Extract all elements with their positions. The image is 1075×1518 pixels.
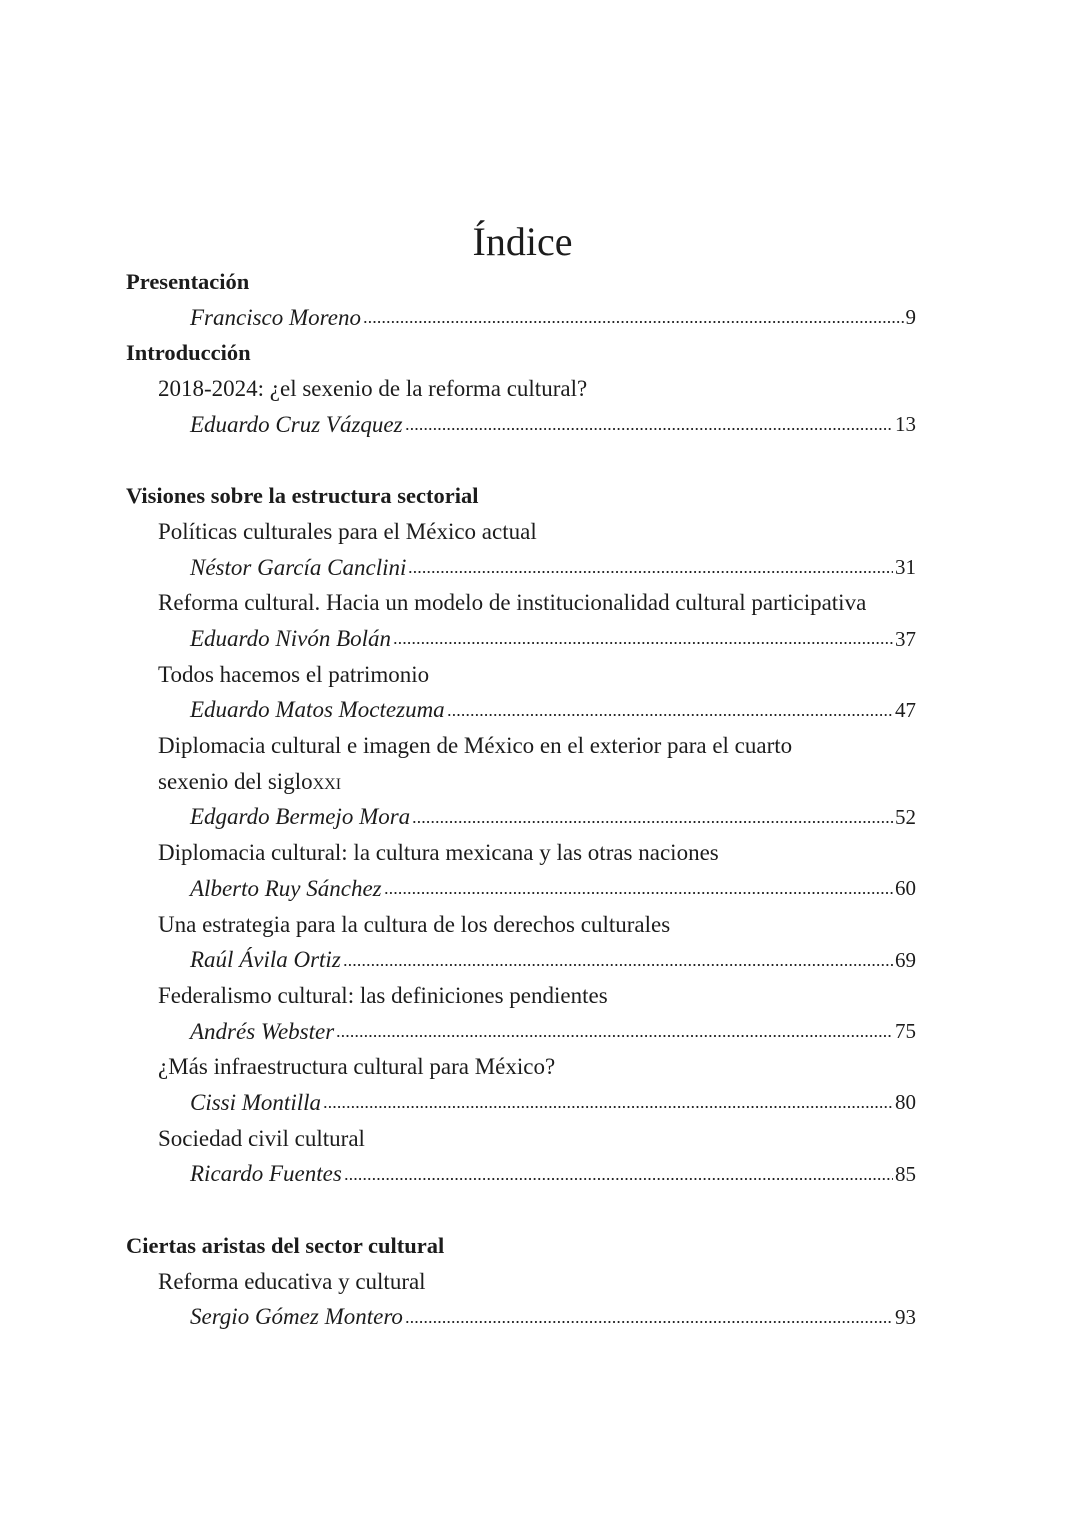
toc-essay-title: Sociedad civil cultural — [158, 1125, 365, 1151]
dot-leader — [344, 1174, 893, 1183]
toc-page-number: 75 — [895, 1019, 916, 1044]
toc-page-number: 13 — [895, 412, 916, 437]
toc-page-number: 37 — [895, 626, 916, 651]
toc-section-heading: Visiones sobre la estructura sectorial — [126, 483, 479, 509]
roman-numeral: xxi — [312, 768, 342, 794]
toc-author-name: Cissi Montilla — [190, 1089, 321, 1115]
toc-author-entry — [126, 693, 916, 729]
toc-author-entry — [126, 1300, 916, 1336]
toc-author-entry — [126, 800, 916, 836]
toc-page-number: 52 — [895, 804, 916, 829]
toc-page-number: 80 — [895, 1090, 916, 1115]
toc-page-number: 60 — [895, 876, 916, 901]
dot-leader — [447, 710, 893, 719]
toc-page-number: 69 — [895, 947, 916, 972]
toc-author-entry — [126, 871, 916, 907]
toc-essay-title: Diplomacia cultural e imagen de México en el exterior para el cuarto — [158, 733, 793, 759]
toc-page-number: 47 — [895, 697, 916, 722]
dot-leader — [363, 317, 904, 326]
toc-author-entry — [126, 1157, 916, 1193]
toc-essay-title: Diplomacia cultural: la cultura mexicana y las otras naciones — [158, 840, 719, 866]
toc-author-entry — [126, 407, 916, 443]
toc-section-heading: Ciertas aristas del sector cultural — [126, 1233, 445, 1259]
toc-essay-title: Reforma educativa y cultural — [158, 1268, 426, 1294]
toc-author-entry — [126, 942, 916, 978]
toc-author-entry — [126, 300, 916, 336]
toc-author-name: Sergio Gómez Montero — [190, 1304, 403, 1330]
toc-author-name: Eduardo Cruz Vázquez — [190, 411, 403, 437]
toc-author-entry — [126, 621, 916, 657]
dot-leader — [384, 889, 893, 898]
toc-page-number: 85 — [895, 1161, 916, 1186]
toc-page-number: 93 — [895, 1304, 916, 1329]
toc-author-name: Ricardo Fuentes — [190, 1161, 342, 1187]
spacer — [126, 1192, 916, 1228]
table-of-contents — [126, 264, 916, 1335]
toc-essay-title: Todos hacemos el patrimonio — [158, 661, 430, 687]
dot-leader — [323, 1103, 893, 1112]
toc-author-entry — [126, 1085, 916, 1121]
dot-leader — [393, 639, 893, 648]
toc-author-name: Edgardo Bermejo Mora — [190, 804, 411, 830]
toc-essay-title: 2018-2024: ¿el sexenio de la reforma cultural? — [158, 375, 588, 401]
toc-essay-title: Federalismo cultural: las definiciones pendientes — [158, 982, 608, 1008]
toc-author-entry — [126, 1014, 916, 1050]
toc-essay-title: Reforma cultural. Hacia un modelo de institucionalidad cultural participativa — [158, 590, 867, 616]
page-title: Índice — [472, 219, 573, 264]
toc-section-heading: Presentación — [126, 268, 250, 294]
toc-author-entry — [126, 550, 916, 586]
toc-author-name: Eduardo Matos Moctezuma — [190, 697, 445, 723]
toc-section-heading: Introducción — [126, 340, 251, 366]
toc-essay-title: sexenio del siglo xxi — [158, 768, 342, 794]
toc-page-number: 9 — [905, 305, 916, 330]
toc-author-name: Néstor García Canclini — [190, 554, 407, 580]
dot-leader — [405, 424, 893, 433]
toc-essay-title: Una estrategia para la cultura de los derechos culturales — [158, 911, 671, 937]
dot-leader — [412, 817, 893, 826]
toc-author-name: Francisco Moreno — [190, 304, 361, 330]
dot-leader — [408, 568, 893, 577]
dot-leader — [405, 1317, 893, 1326]
spacer — [126, 442, 916, 478]
toc-essay-title: Políticas culturales para el México actual — [158, 518, 537, 544]
toc-essay-title: ¿Más infraestructura cultural para México? — [158, 1054, 556, 1080]
dot-leader — [343, 960, 893, 969]
toc-author-name: Andrés Webster — [190, 1018, 335, 1044]
toc-author-name: Raúl Ávila Ortiz — [190, 947, 341, 973]
toc-author-name: Eduardo Nivón Bolán — [190, 626, 392, 652]
toc-author-name: Alberto Ruy Sánchez — [190, 875, 382, 901]
toc-page-number: 31 — [895, 555, 916, 580]
dot-leader — [336, 1031, 893, 1040]
